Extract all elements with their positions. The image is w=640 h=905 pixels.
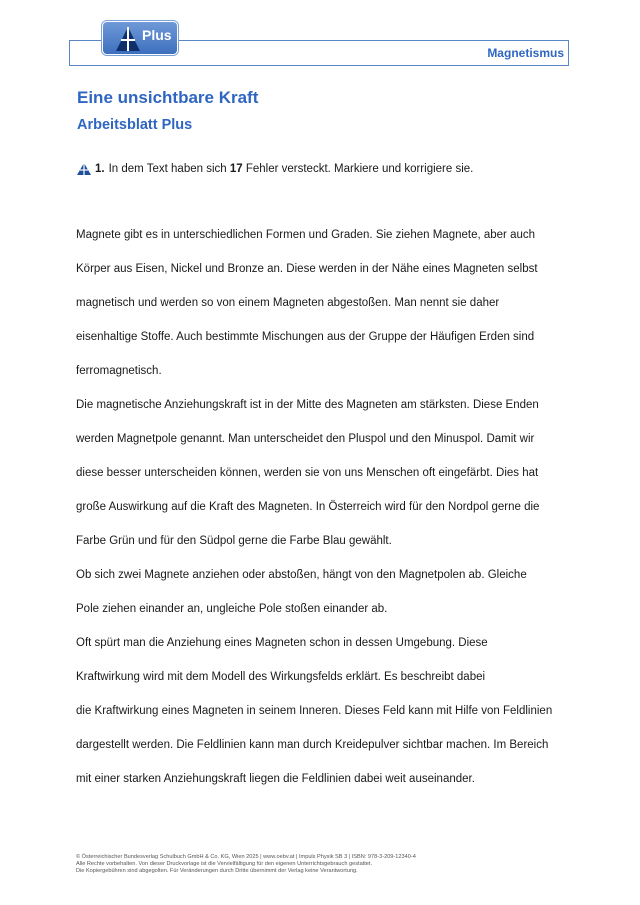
section-title: Magnetismus (487, 46, 564, 60)
footer-line: Alle Rechte vorbehalten. Von dieser Druckvorlage ist die Vervielfältigung für den eigenen Unterrichtsgebrauch gestattet. (76, 861, 373, 867)
page-subtitle: Arbeitsblatt Plus (77, 117, 193, 133)
text-line: Oft spürt man die Anziehung eines Magneten schon in dessen Umgebung. Diese (76, 637, 488, 649)
copyright-footer (76, 854, 576, 875)
text-line: Pole ziehen einander an, ungleiche Pole stoßen einander ab. (76, 603, 388, 615)
text-line: eisenhaltige Stoffe. Auch bestimmte Mischungen aus der Gruppe der Häufigen Erden sind (76, 331, 535, 343)
text-line: magnetisch und werden so von einem Magneten abgestoßen. Man nennt sie daher (76, 297, 500, 309)
text-line: dargestellt werden. Die Feldlinien kann man durch Kreidepulver sichtbar machen. Im Bereich (76, 739, 549, 751)
task-number: 1. (95, 163, 105, 175)
text-line: Körper aus Eisen, Nickel und Bronze an. Diese werden in der Nähe eines Magneten selbst (76, 263, 538, 275)
footer-line: © Österreichischer Bundesverlag Schulbuch GmbH & Co. KG, Wien 2025 | www.oebv.at | Impuls Physik SB 3 | ISBN: 978-3-209-12340-4 (76, 854, 416, 860)
text-line: Farbe Grün und für den Südpol gerne die Farbe Blau gewählt. (76, 535, 392, 547)
text-line: Die magnetische Anziehungskraft ist in der Mitte des Magneten am stärksten. Diese Enden (76, 399, 539, 411)
page-title: Eine unsichtbare Kraft (77, 88, 259, 107)
text-line: Kraftwirkung wird mit dem Modell des Wirkungsfelds erklärt. Es beschreibt dabei (76, 671, 486, 683)
triangle-level-icon (77, 163, 91, 175)
plus-logo (102, 21, 178, 55)
text-line: Ob sich zwei Magnete anziehen oder abstoßen, hängt von den Magnetpolen ab. Gleiche (76, 569, 527, 581)
footer-line: Die Kopiergebühren sind abgegolten. Für Veränderungen durch Dritte übernimmt der Verlag keine Verantwortung. (76, 868, 358, 874)
task-text-after: Fehler versteckt. Markiere und korrigiere sie. (242, 163, 474, 175)
text-line: große Auswirkung auf die Kraft des Magneten. In Österreich wird für den Nordpol gerne die (76, 501, 540, 513)
text-line: ferromagnetisch. (76, 365, 162, 377)
error-text (76, 218, 576, 796)
task-error-count: 17 (229, 163, 243, 175)
text-line: die Kraftwirkung eines Magneten in seinem Inneren. Dieses Feld kann mit Hilfe von Feldlinien (76, 705, 553, 717)
text-line: diese besser unterscheiden können, werden sie von uns Menschen oft eingefärbt. Dies hat (76, 467, 539, 479)
triangle-logo-icon (115, 26, 141, 52)
text-line: werden Magnetpole genannt. Man unterscheidet den Pluspol und den Minuspol. Damit wir (76, 433, 535, 445)
task-text-before: In dem Text haben sich (108, 163, 230, 175)
text-line: mit einer starken Anziehungskraft liegen die Feldlinien dabei weit auseinander. (76, 773, 475, 785)
task-instruction (77, 163, 473, 175)
text-line: Magnete gibt es in unterschiedlichen Formen und Graden. Sie ziehen Magnete, aber auch (76, 229, 536, 241)
logo-label: Plus (142, 27, 172, 43)
